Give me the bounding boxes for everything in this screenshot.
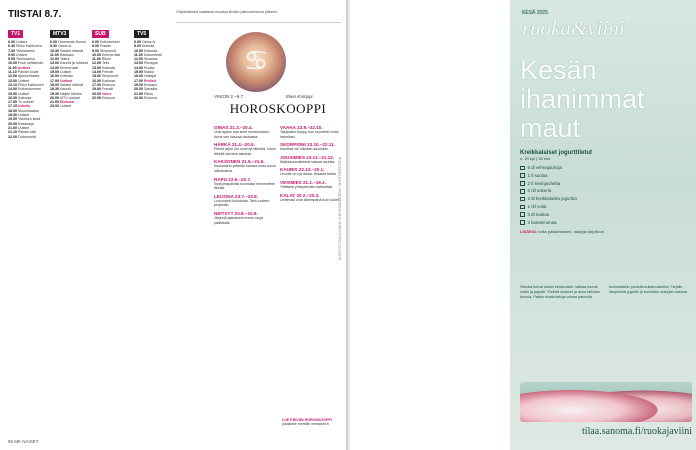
- program-title: Uutiset: [60, 78, 73, 83]
- program-title: Elokuva: [102, 95, 115, 100]
- zodiac-text: Luovuutesi kukoistaa. Tartu uuteen projektiin.: [214, 198, 270, 208]
- subscribe-link[interactable]: tilaa.sanoma.fi/ruokajaviini: [582, 426, 692, 437]
- program-title: Teini: [101, 61, 110, 66]
- program-time: 19.00: [134, 82, 143, 87]
- horoscope-column: [214, 122, 276, 418]
- magazine-title: ruoka&viini: [522, 16, 625, 40]
- ingredient-item: [520, 195, 690, 203]
- zodiac-sign: KAURIS 22.12.–20.1.: [280, 167, 325, 173]
- program-time: 6.00: [92, 40, 99, 44]
- zodiac-sign: VAAKA 23.9.–22.10.: [280, 125, 323, 130]
- horoscope-column: [280, 122, 342, 418]
- program-time: 18.00: [50, 82, 59, 87]
- horoscope-week: VIIKON 2.–9.7.: [214, 94, 245, 99]
- program-title: Kesäsarja: [18, 121, 34, 126]
- program-time: 19.30: [50, 91, 59, 96]
- program-time: 6.00: [134, 40, 141, 44]
- program-time: 9.30: [50, 44, 57, 49]
- program-time: 22.00: [134, 95, 143, 100]
- ingredient-text: 3 rkl sokeria: [527, 188, 552, 194]
- program-title: Kauniit ja rohkeat: [60, 61, 88, 66]
- program-title: Ykkösen kesä: [17, 117, 41, 122]
- program-title: Ruoka: [144, 65, 155, 70]
- checkbox-icon: [520, 189, 525, 194]
- program-time: 7.40: [8, 48, 15, 53]
- program-row: [134, 96, 174, 100]
- program-time: 9.00: [92, 48, 99, 53]
- program-time: 21.00: [50, 100, 59, 105]
- program-time: 17.00: [50, 78, 59, 83]
- program-title: Voice: [102, 91, 112, 96]
- horoscope-footer-title: LUE PÄIVÄN HOROSKOOPPI: [282, 418, 332, 422]
- program-time: 6.00: [50, 40, 57, 44]
- program-time: 10.00: [134, 48, 143, 53]
- program-time: 8.00: [92, 44, 99, 49]
- zodiac-text: Uusi ajatus saa sinut innostumaan. Anna sen kasvaa rauhassa.: [214, 130, 270, 139]
- program-title: Kotiostokset: [100, 40, 120, 44]
- program-title: Uutiset: [18, 113, 30, 118]
- program-time: 10.00: [8, 61, 17, 66]
- program-title: Neljän tähden: [60, 91, 83, 96]
- program-time: 16.00: [8, 95, 17, 100]
- program-title: Frasier: [100, 44, 112, 49]
- program-time: 13.00: [8, 78, 17, 83]
- program-time: 11.10: [8, 70, 17, 75]
- program-title: Tv-uutiset: [17, 100, 34, 105]
- right-page: [350, 0, 696, 450]
- zodiac-text: Tasapaino löytyy, kun kuuntelet omia tarpeitasi.: [280, 130, 339, 139]
- program-time: 15.00: [92, 74, 101, 79]
- program-time: 13.00: [134, 61, 143, 66]
- program-title: Dokumentti: [143, 52, 162, 57]
- program-title: Muumilaakso: [18, 108, 40, 113]
- program-time: 23.00: [50, 104, 59, 109]
- horoscope-title: HOROSKOOPPI: [229, 101, 327, 116]
- zodiac-sign: KAKSONEN 21.5.–21.6.: [214, 159, 265, 165]
- program-time: 20.00: [92, 91, 101, 96]
- program-title: Talent: [59, 57, 70, 62]
- program-time: 10.00: [92, 52, 101, 57]
- tv-column: [50, 22, 90, 434]
- recipe-body: Sekoita kuivat aineet keskenään. Vatkaa munat, maito ja jogurtti. Yhdistä seokset ja anna taikinan turvota. Paista ohuita lettuja voissa pannulla kummaltakin puolelta kullanruskeiksi. Tarjoile lämpiminä jogurtin ja tuoreiden marjojen kanssa.: [520, 285, 689, 299]
- program-time: 16.00: [50, 74, 59, 79]
- program-title: Elokuva: [144, 95, 157, 100]
- cover-headline: Kesän ihanimmat maut: [520, 55, 645, 143]
- ingredient-text: 2 dl kreikkalaista jogurttia: [527, 196, 577, 202]
- program-title: Kauniit: [60, 87, 71, 92]
- program-time: 17.15: [8, 104, 17, 109]
- recipe-title: Kreikkalaiset jogurttiletut: [520, 150, 593, 156]
- ingredient-extra-text: voita paistamiseen, marjoja tarjoiluun: [538, 229, 605, 235]
- program-title: Sairaala: [144, 87, 158, 92]
- ingredient-list: [520, 150, 690, 234]
- program-title: Sisustus: [144, 57, 158, 62]
- program-time: 18.30: [50, 87, 59, 92]
- program-title: Simpsonit: [100, 48, 116, 53]
- ingredient-text: 3 kananmunaa: [527, 219, 557, 225]
- program-title: Ostos-tv: [142, 40, 156, 44]
- tv-date: TIISTAI 8.7.: [8, 9, 62, 20]
- program-time: 11.00: [92, 57, 101, 62]
- zodiac-text: Järjestä ajatuksesi ennen isoja päätöksiä.: [214, 215, 263, 225]
- checkbox-icon: [520, 197, 525, 202]
- horoscope-footer-sub: jokaiselle merkille menaiset.fi: [282, 422, 329, 426]
- program-title: Päivän kuvat: [17, 70, 39, 75]
- program-time: 22.00: [8, 134, 17, 139]
- horoscope-footer: [282, 418, 344, 426]
- zodiac-text: Yllättävä yhteydenotto ilahduttaa.: [280, 184, 333, 189]
- program-title: Kotikatu: [60, 74, 73, 79]
- program-time: 12.00: [50, 57, 59, 62]
- program-title: Päivän sää: [18, 130, 36, 135]
- program-time: 6.40: [8, 44, 15, 49]
- recipe-subtitle: n. 20 kpl | 30 min: [520, 156, 551, 161]
- program-title: Rakkaus: [59, 52, 74, 57]
- channel-name: TV5: [134, 30, 149, 38]
- program-title: Uutiset: [18, 91, 30, 96]
- program-time: 11.00: [8, 65, 17, 70]
- program-title: Ostos-tv: [58, 44, 72, 49]
- program-time: 18.30: [8, 113, 17, 118]
- ingredient-item: [520, 180, 690, 188]
- program-title: Rikos: [101, 57, 111, 62]
- program-title: Salatut elämät: [60, 48, 83, 53]
- program-time: 17.00: [8, 100, 17, 105]
- program-title: Kotimaa: [102, 65, 116, 70]
- zodiac-sign: RAPU 22.6.–22.7.: [214, 176, 252, 182]
- program-title: Emmerdale: [60, 65, 79, 70]
- zodiac-sign: NEITSYT 23.8.–22.9.: [214, 210, 258, 216]
- zodiac-text: Syntymäpäiväsi kunniaksi hemmottele itseäsi.: [214, 181, 275, 191]
- program-time: 19.00: [92, 87, 101, 92]
- program-time: 9.00: [8, 52, 15, 57]
- divider: [176, 22, 341, 28]
- program-time: 13.10: [8, 82, 17, 87]
- ingredient-item: [520, 172, 690, 180]
- program-time: 15.00: [134, 70, 143, 75]
- program-title: Rikos: [144, 91, 153, 96]
- zodiac-text: Unelmasi ovat lähempänä kuin luulet.: [280, 197, 340, 202]
- zodiac-sign: VESIMIES 21.1.–19.2.: [280, 179, 326, 185]
- magazine-logo: [522, 10, 625, 41]
- checkbox-icon: [520, 205, 525, 210]
- program-title: Ykkösaamu: [15, 48, 35, 53]
- magazine-issue: KESÄ 2025: [522, 10, 548, 16]
- program-title: Uutiset: [60, 104, 72, 109]
- checkbox-icon: [520, 212, 525, 217]
- program-time: 16.00: [92, 78, 101, 83]
- program-title: Puoli seitsemän: [18, 61, 44, 66]
- program-time: 18.00: [8, 108, 17, 113]
- program-time: 21.00: [8, 125, 17, 130]
- program-time: 14.00: [92, 70, 101, 75]
- program-title: Uutiset: [18, 78, 30, 83]
- program-title: Elokuva: [60, 100, 74, 105]
- program-title: Dokumentti: [18, 134, 37, 139]
- program-time: 15.00: [8, 91, 17, 96]
- photo-credit: KUVITUS TANJA NÄKKI & RUSSONAKEDA / SHUTTERSTOCK: [338, 156, 342, 260]
- program-time: 15.00: [50, 70, 59, 75]
- ingredient-text: 1 tl suolaa: [527, 172, 548, 178]
- ingredient-item: [520, 164, 690, 172]
- checkbox-icon: [520, 166, 525, 171]
- program-title: Elämää: [142, 44, 155, 49]
- program-title: Ensiapu: [144, 82, 157, 87]
- program-time: 19.00: [8, 117, 17, 122]
- ingredient-text: 3 dl maitoa: [527, 211, 549, 217]
- zodiac-sign: JOUSIMIES 23.11.–21.12.: [280, 154, 335, 160]
- horoscope-author: Elien Kamppi: [286, 94, 313, 99]
- program-time: 20.00: [134, 87, 143, 92]
- program-time: 21.00: [134, 91, 143, 96]
- ingredient-text: 5 dl vehnäjauhoja: [527, 165, 562, 170]
- program-title: Ykkösaamu: [15, 57, 35, 62]
- ingredient-item: [520, 187, 690, 195]
- program-row: [50, 104, 90, 108]
- program-title: Simpsonit: [102, 74, 118, 79]
- program-title: Kotiseutumme: [18, 87, 41, 92]
- program-title: Uutiset: [16, 52, 28, 57]
- program-title: Kotimaa: [102, 78, 116, 83]
- channel-name: SUB: [92, 30, 109, 38]
- program-time: 14.00: [134, 65, 143, 70]
- zodiac-sign: LEIJONA 23.7.–22.8.: [214, 193, 259, 199]
- program-title: Frendit: [102, 70, 114, 75]
- program-time: 22.00: [92, 95, 101, 100]
- program-time: 11.00: [50, 52, 59, 57]
- checkbox-icon: [520, 220, 525, 225]
- ingredient-item: [520, 219, 690, 227]
- program-title: Emmerdale: [102, 52, 121, 57]
- program-time: 9.05: [8, 57, 15, 62]
- program-title: Hoitajat: [144, 74, 157, 79]
- program-time: 13.00: [50, 61, 59, 66]
- program-time: 16.00: [134, 74, 143, 79]
- program-title: Uutisia: [16, 40, 27, 44]
- checkbox-icon: [520, 181, 525, 186]
- program-title: Pikku Kakkonen: [16, 44, 42, 49]
- cancer-zodiac-icon: ♋: [243, 44, 269, 77]
- page-number: 60 ME NAISET: [8, 439, 39, 444]
- program-time: 11.00: [134, 52, 143, 57]
- channel-name: TV1: [8, 30, 23, 38]
- program-time: 9.00: [134, 44, 141, 49]
- program-time: 17.00: [92, 82, 101, 87]
- cake-photo: [520, 382, 692, 422]
- zodiac-text: Matkasuunnitelmat saavat vauhtia.: [280, 159, 336, 164]
- tv-column: [92, 22, 132, 434]
- ingredient-item: [520, 203, 690, 211]
- zodiac-text: Keskustelu ystävän kanssa avaa uusia näkökulmia.: [214, 164, 276, 173]
- program-title: Uutiset: [60, 70, 72, 75]
- tv-column: [134, 22, 174, 434]
- zodiac-sign: SKORPIONI 23.10.–22.11.: [280, 142, 335, 148]
- zodiac-text: Intuitiosi vie oikeaan suuntaan.: [280, 147, 330, 152]
- program-title: Uutiset: [17, 65, 30, 70]
- cancer-zodiac-illustration: [226, 32, 286, 92]
- program-title: Uutiset: [18, 125, 30, 130]
- zodiac-text: Pienet arjen ilot ovat nyt tärkeitä. Nauti lähellä olevista asioista.: [214, 147, 276, 156]
- program-time: 10.30: [50, 48, 59, 53]
- program-row: [8, 135, 48, 139]
- program-time: 21.10: [8, 130, 17, 135]
- ingredient-text: 2 tl leivinjauhetta: [527, 180, 561, 186]
- program-title: Ajankohtaista: [17, 74, 40, 79]
- left-page: [0, 0, 346, 450]
- program-time: 12.00: [134, 57, 143, 62]
- tv-column: [8, 22, 48, 434]
- program-time: 12.00: [92, 61, 101, 66]
- program-title: MTV Uutiset: [60, 95, 80, 100]
- program-time: 12.00: [8, 74, 17, 79]
- ingredient-text: 1 rkl voita: [527, 203, 547, 209]
- program-title: Pikku Kakkonen: [18, 82, 44, 87]
- program-row: [92, 96, 132, 100]
- program-time: 17.00: [134, 78, 143, 83]
- zodiac-sign: KALAT 20.2.–20.3.: [280, 192, 320, 198]
- zodiac-sign: OINAS 21.3.–20.4.: [214, 125, 253, 130]
- channel-name: MTV3: [50, 30, 69, 38]
- program-title: Kotimaa: [144, 48, 158, 53]
- program-title: Huomenta Suomi: [58, 40, 86, 44]
- program-time: 6.00: [8, 40, 15, 44]
- checkbox-icon: [520, 173, 525, 178]
- ingredient-extra-label: LISÄKSI:: [520, 229, 538, 235]
- program-title: Poliisit: [144, 78, 156, 83]
- zodiac-text: Levolle on nyt aikaa. Hidasta tahtia.: [280, 172, 337, 177]
- program-title: Kotimaa: [18, 95, 32, 100]
- zodiac-sign: HÄRKÄ 21.4.–20.5.: [214, 142, 255, 148]
- ingredient-item: [520, 211, 690, 219]
- program-title: Urheilu: [18, 104, 31, 109]
- top-note: Ohjelmatiedot saattavat muuttua lehden painoonmenon jälkeen.: [176, 10, 278, 14]
- program-title: Frendit: [102, 87, 114, 92]
- program-title: Remppa: [144, 61, 158, 66]
- ingredient-extra: [520, 229, 690, 234]
- program-title: Matka: [144, 70, 154, 75]
- program-time: 14.00: [8, 87, 17, 92]
- program-title: Elokuva: [102, 82, 115, 87]
- program-time: 14.00: [50, 65, 59, 70]
- program-time: 20.00: [8, 121, 17, 126]
- program-title: Salatut elämät: [60, 82, 83, 87]
- program-time: 13.00: [92, 65, 101, 70]
- program-time: 20.00: [50, 95, 59, 100]
